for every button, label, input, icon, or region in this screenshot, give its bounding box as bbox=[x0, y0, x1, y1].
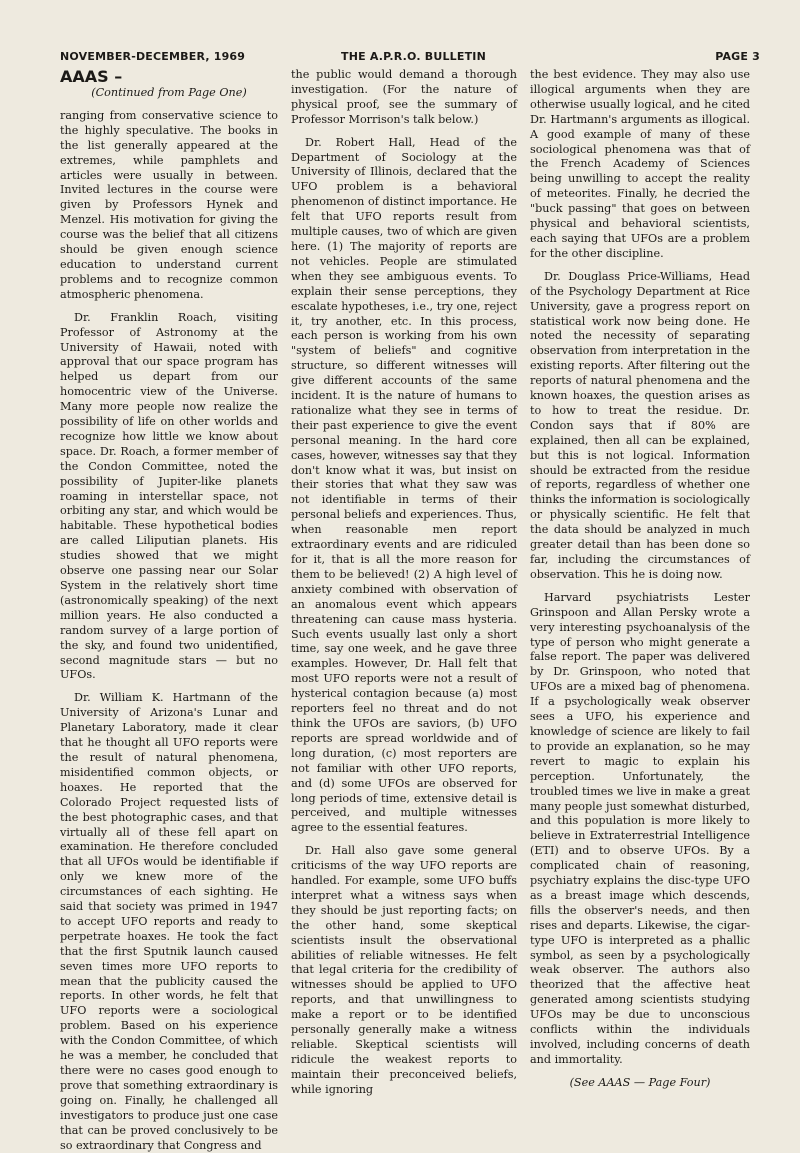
article-column-3 bbox=[530, 68, 750, 1091]
issue-date: NOVEMBER-DECEMBER, 1969 bbox=[60, 50, 246, 63]
paragraph: Dr. William K. Hartmann of the University of Arizona's Lunar and Planetary Laboratory, made it clear that he thought all UFO reports were the result of natural phenomena, misidentified common objects, or hoaxes. He reported that the Colorado Project requested lists of the best photographic cases, and that virtually all of these fell apart on examination. He therefore concluded that all UFOs would be identifiable if only we knew more of the circumstances of each sighting. He said that society was primed in 1947 to accept UFO reports and ready to perpetrate hoaxes. He took the fact that the first Sputnik launch caused seven times more UFO reports to mean that the publicity caused the reports. In other words, he felt that UFO reports were a sociological problem. Based on his experience with the Condon Committee, of which he was a member, he concluded that there were no cases good enough to prove that something extraordinary is going on. Finally, he challenged all investigators to produce just one case that can be proved conclusively to be so extraordinary that Congress and bbox=[60, 691, 278, 1152]
article-column-1 bbox=[60, 68, 278, 1153]
publication-title: THE A.P.R.O. BULLETIN bbox=[341, 50, 486, 63]
continued-note: (Continued from Page One) bbox=[91, 86, 247, 99]
article-heading: AAAS – bbox=[60, 67, 123, 86]
paragraph: Dr. Douglass Price-Williams, Head of the Psychology Department at Rice University, gave a progress report on statistical work now being done. He noted the necessity of separating observation from interpretation in the existing reports. After filtering out the reports of natural phenomena and the known hoaxes, the question arises as to how to treat the residue. Dr. Condon says that if 80% are explained, then all can be explained, but this is not logical. Information should be extracted from the residue of reports, regardless of whether one thinks the information is sociologically or physically scientific. He felt that the data should be analyzed in much greater detail than has been done so far, including the circumstances of observation. This he is doing now. bbox=[530, 269, 750, 581]
paragraph: Dr. Hall also gave some general criticisms of the way UFO reports are handled. For example, some UFO buffs interpret what a witness says when they should be just reporting facts; on the other hand, some skeptical scientists insult the observational abilities of reliable witnesses. He felt that legal criteria for the credibility of witnesses should be applied to UFO reports, and that unwillingness to make a report or to be identified personally generally make a witness reliable. Skeptical scientists will ridicule the weakest reports to maintain their preconceived beliefs, while ignoring bbox=[291, 844, 517, 1096]
article-column-2 bbox=[291, 68, 517, 1098]
paragraph: Harvard psychiatrists Lester Grinspoon and Allan Persky wrote a very interesting psychoanalysis of the type of person who might generate a false report. The paper was delivered by Dr. Grinspoon, who noted that UFOs are a mixed bag of phenomena. If a psychologically weak observer sees a UFO, his experience and knowledge of science are likely to fail to provide an explanation, so he may revert to magic to explain his perception. Unfortunately, the troubled times we live in make a great many people just somewhat disturbed, and this population is more likely to believe in Extraterrestrial Intelligence (ETI) and to observe UFOs. By a complicated chain of reasoning, psychiatry explains the disc-type UFO as a breast image which descends, fills the observer's needs, and then rises and departs. Likewise, the cigar-type UFO is interpreted as a phallic symbol, as seen by a psychologically weak observer. The authors also theorized that the affective heat generated among scientists studying UFOs may be due to unconscious conflicts within the individuals involved, including concerns of death and immortality. bbox=[530, 590, 750, 1066]
paragraph: ranging from conservative science to the highly speculative. The books in the list generally appeared at the extremes, while pamphlets and articles were usually in between. Invited lectures in the course were given by Professors Hynek and Menzel. His motivation for giving the course was the belief that all citizens should be given enough science education to understand current problems and to recognize common atmospheric phenomena. bbox=[60, 108, 278, 301]
continued-on-note: (See AAAS — Page Four) bbox=[569, 1075, 711, 1089]
paragraph: the public would demand a thorough investigation. (For the nature of physical proof, see the summary of Professor Morrison's talk below.) bbox=[291, 68, 517, 126]
paragraph: Dr. Robert Hall, Head of the Department of Sociology at the University of Illinois, declared that the UFO problem is a behavioral phenomenon of distinct importance. He felt that UFO reports result from multiple causes, two of which are given here. (1) The majority of reports are not vehicles. People are stimulated when they see ambiguous events. To explain their sense perceptions, they escalate hypotheses, i.e., try one, reject it, try another, etc. In this process, each person is working from his own "system of beliefs" and cognitive structure, so different witnesses will give different accounts of the same incident. It is the nature of humans to rationalize what they see in terms of their past experience to give the event personal meaning. In the hard core cases, however, witnesses say that they don't know what it was, but insist on their stories that what they saw was not identifiable in terms of their personal beliefs and experiences. Thus, when reasonable men report extraordinary events and are ridiculed for it, that is all the more reason for them to be believed! (2) A high level of anxiety combined with observation of an anomalous event which appears threatening can cause mass hysteria. Such events usually last only a short time, say one week, and he gave three examples. However, Dr. Hall felt that most UFO reports were not a result of hysterical contagion because (a) most reporters feel no threat and do not think the UFOs are saviors, (b) UFO reports are spread worldwide and of long duration, (c) most reporters are not familiar with other UFO reports, and (d) some UFOs are observed for long periods of time, extensive detail is perceived, and multiple witnesses agree to the essential features. bbox=[291, 135, 517, 835]
paragraph: the best evidence. They may also use illogical arguments when they are otherwise usually logical, and he cited Dr. Hartmann's arguments as illogical. A good example of many of these sociological phenomena was that of the French Academy of Sciences being unwilling to accept the reality of meteorites. Finally, he decried the "buck passing" that goes on between physical and behavioral scientists, each saying that UFOs are a problem for the other discipline. bbox=[530, 68, 750, 260]
page-header bbox=[60, 50, 760, 66]
paragraph: Dr. Franklin Roach, visiting Professor of Astronomy at the University of Hawaii, noted with approval that our space program has helped us depart from our homocentric view of the Universe. Many more people now realize the possibility of life on other worlds and recognize how little we know about space. Dr. Roach, a former member of the Condon Committee, noted the possibility of Jupiter-like planets roaming in interstellar space, not orbiting any star, and which would be habitable. These hypothetical bodies are called Liliputian planets. His studies showed that we might observe one passing near our Solar System in the relatively short time (astronomically speaking) of the next million years. He also conducted a random survey of a large portion of the sky, and found two unidentified, second magnitude stars — but no UFOs. bbox=[60, 310, 278, 682]
page-number: PAGE 3 bbox=[715, 50, 760, 63]
